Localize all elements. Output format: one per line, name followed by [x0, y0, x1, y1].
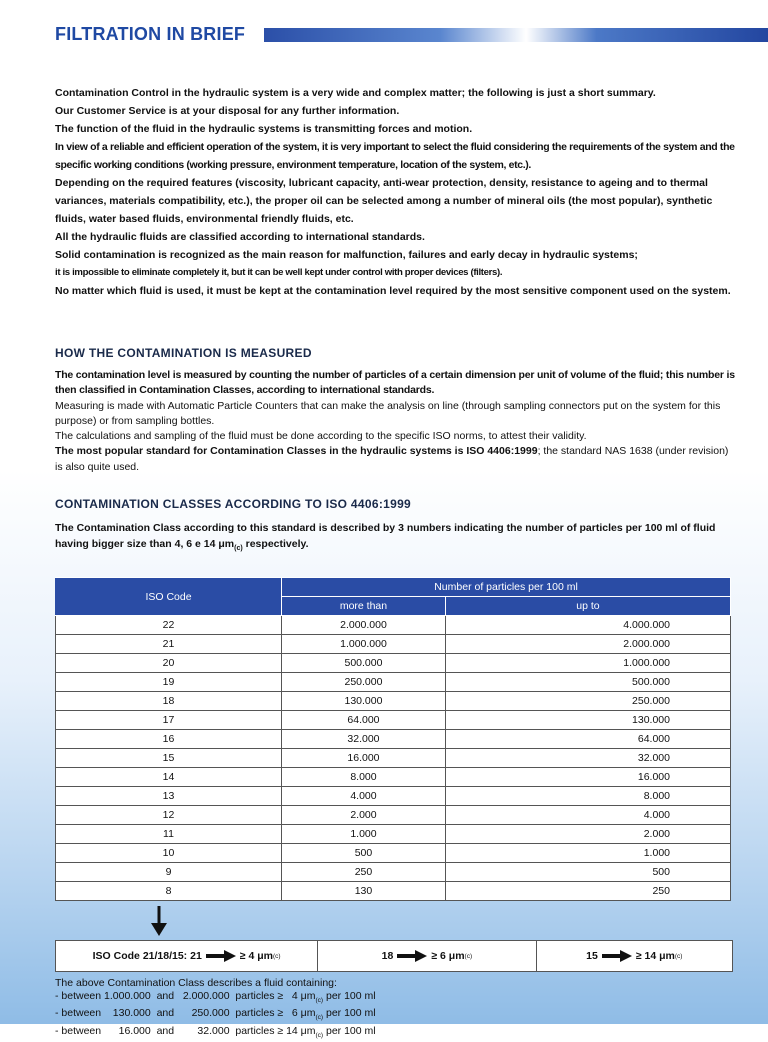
measured-paragraph: Measuring is made with Automatic Particle Counters that can make the analysis on line (through sampling connectors put on the system for this purpose) or from sampling bottles.: [55, 399, 721, 427]
footer-note: [55, 977, 735, 1042]
example-cell: [537, 941, 732, 971]
nas-standard-text: ; the standard NAS 1638 (under revision) is also quite used.: [55, 445, 729, 473]
table-row: [56, 673, 731, 692]
iso-code-cell: 19: [56, 673, 282, 692]
intro-section: [55, 84, 735, 300]
more-than-cell: 8.000: [282, 768, 446, 787]
footer-line: [55, 990, 735, 1008]
table-row: [56, 882, 731, 901]
more-than-cell: 250: [282, 863, 446, 882]
iso-code-cell: 16: [56, 730, 282, 749]
iso-code-cell: 20: [56, 654, 282, 673]
footer-intro: The above Contamination Class describes a fluid containing:: [55, 977, 337, 989]
classes-description-text: The Contamination Class according to this standard is described by 3 numbers indicating the number of particles per 100 ml of fluid having bigger size than 4, 6 e 14 μm: [55, 522, 716, 550]
iso-code-cell: 11: [56, 825, 282, 844]
up-to-cell: 250.000: [445, 692, 730, 711]
intro-paragraph: it is impossible to eliminate completely it, but it can be well kept under control with proper devices (filters).: [55, 267, 503, 278]
section-heading-measured: HOW THE CONTAMINATION IS MEASURED: [55, 346, 312, 360]
measured-paragraph: The calculations and sampling of the fluid must be done according to the specific ISO norms, to attest their validity.: [55, 430, 587, 443]
measured-paragraph: [55, 444, 735, 475]
particles-group-header: Number of particles per 100 ml: [282, 578, 731, 597]
iso-code-header: ISO Code: [56, 578, 282, 616]
iso-code-example: [55, 940, 733, 972]
subscript: (c): [315, 1031, 324, 1039]
intro-paragraph: In view of a reliable and efficient operation of the system, it is very important to select the fluid considering the requirements of the system and the specific working conditions (working pressure, environment temperature, location of the system, etc.).: [55, 141, 735, 171]
more-than-cell: 1.000: [282, 825, 446, 844]
up-to-header: up to: [445, 597, 730, 616]
intro-paragraph: All the hydraulic fluids are classified according to international standards.: [55, 231, 425, 243]
more-than-cell: 130.000: [282, 692, 446, 711]
page-title: FILTRATION IN BRIEF: [55, 24, 246, 44]
iso-code-cell: 17: [56, 711, 282, 730]
footer-line-text: - between 1.000.000 and 2.000.000 particles ≥ 4 μm: [55, 989, 316, 1002]
intro-paragraph: Our Customer Service is at your disposal for any further information.: [55, 105, 400, 117]
up-to-cell: 1.000: [445, 844, 730, 863]
iso-code-cell: 15: [56, 749, 282, 768]
header-decorative-bar: [264, 28, 768, 42]
up-to-cell: 16.000: [445, 768, 730, 787]
example-class-18: 18: [381, 950, 394, 962]
table-row: [56, 730, 731, 749]
up-to-cell: 250: [445, 882, 730, 901]
more-than-cell: 130: [282, 882, 446, 901]
iso-code-cell: 9: [56, 863, 282, 882]
table-row: [56, 806, 731, 825]
iso-code-cell: 21: [56, 635, 282, 654]
up-to-cell: 500: [445, 863, 730, 882]
subscript: (c): [234, 544, 243, 552]
up-to-cell: 4.000: [445, 806, 730, 825]
footer-line-text: - between 130.000 and 250.000 particles ≥ 6 μm: [55, 1007, 316, 1020]
up-to-cell: 130.000: [445, 711, 730, 730]
arrow-down-icon: [150, 906, 168, 936]
table-row: [56, 635, 731, 654]
more-than-cell: 500: [282, 844, 446, 863]
table-row: [56, 863, 731, 882]
table-row: [56, 787, 731, 806]
up-to-cell: 4.000.000: [445, 616, 730, 635]
iso-code-cell: 8: [56, 882, 282, 901]
subscript: (c): [315, 1014, 324, 1022]
more-than-cell: 2.000: [282, 806, 446, 825]
up-to-cell: 2.000.000: [445, 635, 730, 654]
iso-code-cell: 12: [56, 806, 282, 825]
footer-line-unit: per 100 ml: [323, 1007, 376, 1020]
intro-paragraph: The function of the fluid in the hydraulic systems is transmitting forces and motion.: [55, 123, 473, 135]
subscript: (c): [464, 952, 473, 960]
table-row: [56, 825, 731, 844]
iso-standard-text: The most popular standard for Contamination Classes in the hydraulic systems is ISO 4406:1999: [55, 445, 538, 458]
more-than-cell: 16.000: [282, 749, 446, 768]
footer-line: [55, 1007, 735, 1025]
arrow-right-icon: [206, 950, 236, 962]
intro-paragraph: Solid contamination is recognized as the main reason for malfunction, failures and early decay in hydraulic systems;: [55, 249, 638, 261]
footer-line: [55, 1025, 735, 1042]
iso-table-body: [56, 616, 731, 901]
subscript: (c): [272, 952, 281, 960]
section-heading-classes: CONTAMINATION CLASSES ACCORDING TO ISO 4406:1999: [55, 497, 412, 511]
classes-description: [55, 521, 735, 556]
table-row: [56, 749, 731, 768]
iso-code-cell: 10: [56, 844, 282, 863]
up-to-cell: 1.000.000: [445, 654, 730, 673]
more-than-cell: 64.000: [282, 711, 446, 730]
iso-code-cell: 13: [56, 787, 282, 806]
more-than-cell: 2.000.000: [282, 616, 446, 635]
subscript: (c): [315, 996, 324, 1004]
page-header: [55, 22, 768, 48]
table-row: [56, 616, 731, 635]
table-row: [56, 692, 731, 711]
example-size-6: ≥ 6 μm: [431, 950, 465, 962]
subscript: (c): [674, 952, 683, 960]
more-than-cell: 500.000: [282, 654, 446, 673]
intro-paragraph: No matter which fluid is used, it must be kept at the contamination level required by the most sensitive component used on the system.: [55, 285, 731, 297]
example-cell: [318, 941, 536, 971]
more-than-cell: 1.000.000: [282, 635, 446, 654]
up-to-cell: 32.000: [445, 749, 730, 768]
table-row: [56, 844, 731, 863]
up-to-cell: 64.000: [445, 730, 730, 749]
intro-paragraph: Depending on the required features (viscosity, lubricant capacity, anti-wear protection, density, resistance to ageing and to thermal variances, materials compatibility, etc.), the proper oil can be selected among a number of mineral oils (the most popular), synthetic fluids, water based fluids, environmental friendly fluids, etc.: [55, 177, 713, 225]
table-row: [56, 768, 731, 787]
example-code-label: ISO Code 21/18/15: 21: [92, 950, 202, 962]
footer-line-text: - between 16.000 and 32.000 particles ≥ 14 μm: [55, 1024, 316, 1037]
example-cell: [56, 941, 318, 971]
up-to-cell: 8.000: [445, 787, 730, 806]
more-than-cell: 4.000: [282, 787, 446, 806]
classes-description-end: respectively.: [242, 537, 309, 550]
arrow-right-icon: [602, 950, 632, 962]
up-to-cell: 500.000: [445, 673, 730, 692]
arrow-right-icon: [397, 950, 427, 962]
table-row: [56, 654, 731, 673]
measured-paragraph: The contamination level is measured by counting the number of particles of a certain dimension per unit of volume of the fluid; this number is then classified in Contamination Classes, according to international standards.: [55, 369, 735, 397]
more-than-header: more than: [282, 597, 446, 616]
example-class-15: 15: [586, 950, 598, 962]
measured-section: [55, 368, 735, 475]
footer-line-unit: per 100 ml: [323, 1024, 376, 1037]
iso-code-cell: 18: [56, 692, 282, 711]
footer-line-unit: per 100 ml: [323, 989, 376, 1002]
intro-paragraph: Contamination Control in the hydraulic system is a very wide and complex matter; the following is just a short summary.: [55, 87, 656, 99]
example-size-14: ≥ 14 μm: [635, 950, 675, 962]
iso-code-table: [55, 577, 731, 901]
more-than-cell: 250.000: [282, 673, 446, 692]
example-size-4: ≥ 4 μm: [239, 950, 273, 962]
up-to-cell: 2.000: [445, 825, 730, 844]
table-row: [56, 711, 731, 730]
more-than-cell: 32.000: [282, 730, 446, 749]
iso-code-cell: 14: [56, 768, 282, 787]
iso-code-cell: 22: [56, 616, 282, 635]
